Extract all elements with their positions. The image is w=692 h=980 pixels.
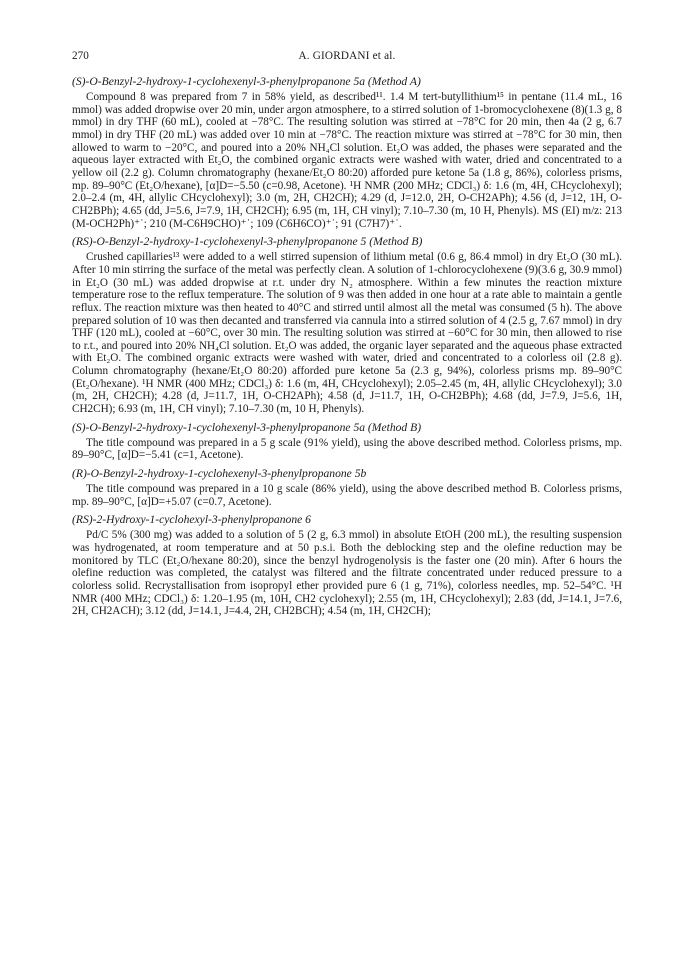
paragraph: Pd/C 5% (300 mg) was added to a solution of 5 (2 g, 6.3 mmol) in absolute EtOH (200 mL), the resulting suspension was hydrogenated, at room temperature and at 50 p.s.i. Both the deblocking step and the olefine reduction may be monitored by TLC (Et₂O/hexane 80:20), since the benzyl hydrogenolysis is the faster one (20 min). After 6 hours the olefine reduction was completed, the catalyst was filtered and the filtrate concentrated under reduced pressure to a colorless solid. Recrystallisation from isopropyl ether provided pure 6 (1 g, 71%), colorless needles, mp. 52–54°C. ¹H NMR (400 MHz; CDCl₃) δ: 1.20–1.95 (m, 10H, CH2 cyclohexyl); 2.55 (m, 1H, CHcyclohexyl); 2.83 (dd, J=14.1, J=7.6, 2H, CH2ACH); 3.12 (dd, J=14.1, J=4.4, 2H, CH2BCH); 4.54 (m, 1H, CH2CH); bbox=[72, 529, 622, 618]
section-title: (S)-O-Benzyl-2-hydroxy-1-cyclohexenyl-3-phenylpropanone 5a (Method A) bbox=[72, 75, 421, 88]
page-header bbox=[72, 50, 622, 68]
section-5b bbox=[72, 466, 622, 508]
section-title: (RS)-O-Benzyl-2-hydroxy-1-cyclohexenyl-3-phenylpropanone 5 (Method B) bbox=[72, 235, 423, 249]
page-number: 270 bbox=[72, 50, 89, 62]
running-head: A. GIORDANI et al. bbox=[298, 50, 396, 62]
section-body bbox=[72, 251, 622, 416]
section-title: (R)-O-Benzyl-2-hydroxy-1-cyclohexenyl-3-phenylpropanone 5b bbox=[72, 467, 367, 481]
section-method-b bbox=[72, 234, 622, 416]
section-body bbox=[72, 91, 622, 230]
section-5a-method-b bbox=[72, 420, 622, 462]
section-title: (RS)-2-Hydroxy-1-cyclohexyl-3-phenylpropanone 6 bbox=[72, 513, 311, 527]
section-body bbox=[72, 437, 622, 462]
section-title: (S)-O-Benzyl-2-hydroxy-1-cyclohexenyl-3-phenylpropanone 5a (Method B) bbox=[72, 420, 422, 434]
paragraph: Crushed capillaries¹³ were added to a well stirred supension of lithium metal (0.6 g, 86.4 mmol) in dry Et₂O (30 mL). After 10 min stirring the surface of the metal was perfectly clean. A solution of 1-chlorocyclohexene (9)(3.6 g, 30.9 mmol) in Et₂O (30 mL) was added dropwise at r.t. under dry N₂ atmosphere. Within a few minutes the reaction mixture temperature rose to the reflux temperature. The solution of 9 was then added in one hour at a rate able to maintain a gentle reflux. The reaction mixture was then heated to 40°C and stirred until almost all the metal was consumed (5 h). The above prepared solution of 10 was then decanted and transferred via cannula into a stirred solution of 4 (2.5 g, 7.67 mmol) in dry THF (120 mL), cooled at −60°C, over 30 min. The resulting solution was stirred at −60°C for 30 min, then allowed to rise to r.t., and poured into 20% NH₄Cl solution. Et₂O was added, the organic layer separated and the aqueous phase extracted with Et₂O. The combined organic extracts were washed with water, dried and concentrated to a colorless oil (2.8 g). Column chromatography (hexane/Et₂O 80:20) afforded pure ketone 5a (2.3 g, 94%), colorless prisms mp. 89–90°C (Et₂O/hexane). ¹H NMR (400 MHz; CDCl₃) δ: 1.6 (m, 4H, CHcyclohexyl); 2.05–2.45 (m, 4H, allylic CHcyclohexyl); 3.0 (m, 2H, CH2CH); 4.28 (d, J=11.7, 1H, O-CH2APh); 4.58 (d, J=11.7, 1H, O-CH2BPh); 4.68 (dd, J=7.9, J=5.6, 1H, CH2CH); 6.93 (m, 1H, CH vinyl); 7.10–7.30 (m, 10 H, Phenyls). bbox=[72, 251, 622, 416]
section-body bbox=[72, 483, 622, 508]
section-method-a bbox=[72, 74, 622, 230]
paragraph: Compound 8 was prepared from 7 in 58% yield, as described¹¹. 1.4 M tert-butyllithium¹⁵ in pentane (11.4 mL, 16 mmol) was added dropwise over 20 min, under argon atmosphere, to a stirred solution of 1-bromocyclohexene (8)(1.3 g, 8 mmol) in dry THF (60 mL), cooled at −78°C. The resulting solution was stirred at −78°C for 20 min, then 4a (2 g, 6.7 mmol) in dry THF (20 mL) was added over 10 min at −78°C. The reaction mixture was stirred at −78°C for 30 min, then allowed to warm to −20°C, and poured into a 20% NH₄Cl solution. Et₂O was added, the phases were separated and the aqueous layer extracted with Et₂O, the combined organic extracts were washed with water, dried and concentrated to a yellow oil (2.2 g). Column chromatography (hexane/Et₂O 80:20) afforded pure ketone 5a (1.8 g, 86%), colorless prisms, mp. 89–90°C (Et₂O/hexane), [α]D=−5.50 (c=0.98, Acetone). ¹H NMR (200 MHz; CDCl₃) δ: 1.6 (m, 4H, CHcyclohexyl); 2.0–2.4 (m, 4H, allylic CHcyclohexyl); 3.0 (m, 2H, CH2CH); 4.29 (d, J=12.0, 2H, O-CH2APh); 4.56 (d, J=12, 1H, O-CH2BPh); 4.65 (dd, J=5.6, J=7.9, 1H, CH2CH); 6.95 (m, 1H, CH vinyl); 7.10–7.30 (m, 10 H, Phenyls). MS (EI) m/z: 213 (M-OCH2Ph)⁺˙; 210 (M-C6H9CHO)⁺˙; 109 (C6H6CO)⁺˙; 91 (C7H7)⁺˙. bbox=[72, 91, 622, 230]
paragraph: The title compound was prepared in a 10 g scale (86% yield), using the above described method B. Colorless prisms, mp. 89–90°C, [α]D=+5.07 (c=0.7, Acetone). bbox=[72, 483, 622, 508]
section-body bbox=[72, 529, 622, 618]
journal-page bbox=[72, 50, 622, 621]
paragraph: The title compound was prepared in a 5 g scale (91% yield), using the above described method. Colorless prisms, mp. 89–90°C, [α]D=−5.41 (c=1, Acetone). bbox=[72, 436, 622, 462]
section-compound-6 bbox=[72, 512, 622, 618]
